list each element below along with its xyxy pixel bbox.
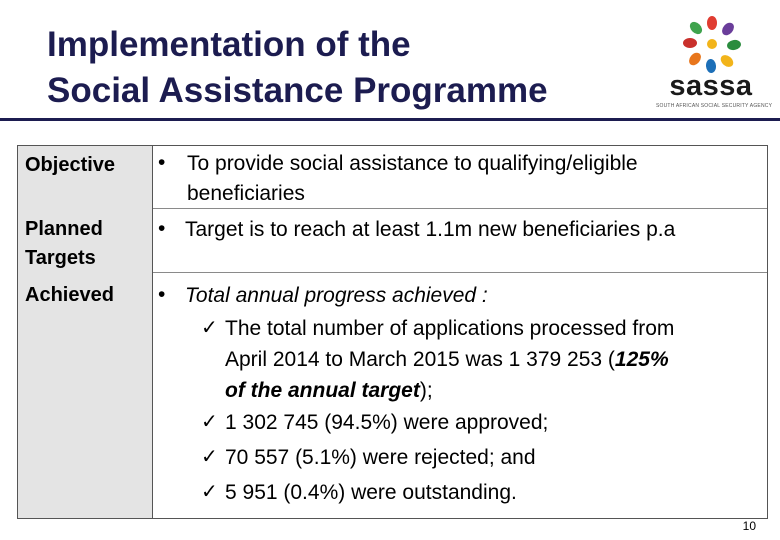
programme-table (17, 145, 768, 519)
achieved-item-1-line-3 (225, 375, 433, 407)
achieved-item-1-line-1: The total number of applications processed from (225, 317, 675, 340)
planned-text: Target is to reach at least 1.1m new beneficiaries p.a (185, 218, 676, 241)
page-number: 10 (742, 519, 756, 533)
planned-label-line-1: Planned (25, 218, 103, 240)
achieved-text: Total annual progress achieved : (185, 284, 488, 307)
achieved-item-4: 5 951 (0.4%) were outstanding. (225, 481, 517, 504)
logo-tagline: SOUTH AFRICAN SOCIAL SECURITY AGENCY (656, 103, 773, 109)
achieved-label: Achieved (25, 284, 114, 306)
planned-label-line-2: Targets (25, 247, 96, 269)
title-line-2: Social Assistance Programme (47, 71, 548, 110)
achieved-item-1-tail: ); (419, 379, 433, 402)
achieved-item-1-line-2 (225, 344, 669, 376)
achieved-bullet: • (158, 283, 166, 306)
sassa-logo (656, 14, 773, 112)
achieved-item-1-percent: 125% (614, 348, 669, 371)
check-icon: ✓ (201, 446, 218, 468)
objective-text-line-2: beneficiaries (187, 182, 305, 205)
label-column (18, 146, 153, 518)
row-divider (153, 272, 767, 273)
logo-wordmark: sassa (669, 70, 753, 102)
achieved-item-1-text: April 2014 to March 2015 was 1 379 253 ( (225, 348, 615, 371)
planned-bullet: • (158, 217, 166, 240)
title-line-1: Implementation of the (47, 25, 411, 64)
check-icon: ✓ (201, 317, 218, 339)
objective-text-line-1: To provide social assistance to qualifying/eligible (187, 152, 638, 175)
check-icon: ✓ (201, 481, 218, 503)
objective-label: Objective (25, 154, 116, 176)
title-divider (0, 118, 780, 121)
achieved-item-2: 1 302 745 (94.5%) were approved; (225, 411, 549, 434)
objective-bullet: • (158, 151, 166, 174)
check-icon: ✓ (201, 411, 218, 433)
achieved-item-3: 70 557 (5.1%) were rejected; and (225, 446, 536, 469)
achieved-item-1-target: of the annual target (225, 379, 420, 402)
hands-emblem-icon (682, 14, 742, 74)
slide-title (47, 22, 647, 114)
